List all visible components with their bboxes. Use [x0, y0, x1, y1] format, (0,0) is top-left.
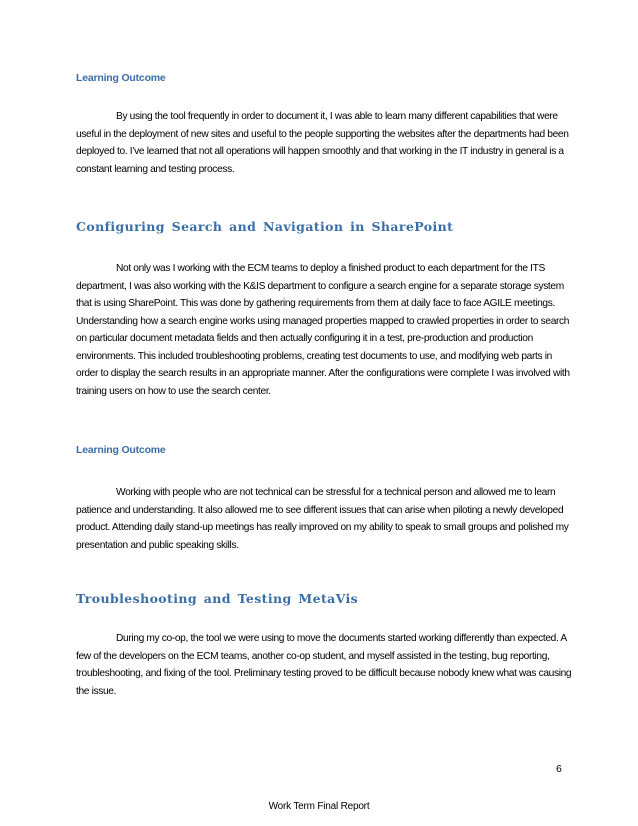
section-paragraph-1 [76, 108, 576, 178]
page-number: 6 [556, 763, 562, 775]
section-paragraph: During my co-op, the tool we were using to move the documents started working differently than expected. A few of the developers on the ECM teams, another co-op student, and myself assisted in the testing, bug reporting, troubleshooting, and fixing of the tool. Preliminary testing proved to be difficult because nobody knew what was causing the issue. [76, 633, 572, 697]
page-footer: Work Term Final Report [268, 801, 370, 812]
section-paragraph-4 [76, 630, 576, 700]
section-paragraph: Not only was I working with the ECM teams to deploy a finished product to each department for the ITS department, I was also working with the K&IS department to configure a search engine for a separate storage system that is using SharePoint. This was done by gathering requirements from them at daily face to face AGILE meetings. Understanding how a search engine works using managed properties mapped to crawled properties in order to search on particular document metadata fields and then actually configuring it in a test, pre-production and production environments. This included troubleshooting problems, creating test documents to use, and modifying web parts in order to display the search results in an appropriate manner. After the configurations were complete I was involved with training users on how to use the search center. [76, 263, 570, 397]
section-paragraph-3 [76, 484, 576, 554]
section-heading: Troubleshooting and Testing MetaVis [76, 591, 359, 606]
section-paragraph-2 [76, 260, 576, 400]
section-learning-outcome-2 [76, 444, 576, 456]
section-troubleshooting [76, 591, 576, 606]
section-paragraph: Working with people who are not technical can be stressful for a technical person and allowed me to learn patience and understanding. It also allowed me to see different issues that can arise when piloting a newly developed product. Attending daily stand-up meetings has really improved on my ability to speak to small groups and polished my presentation and public speaking skills. [76, 487, 569, 551]
section-configuring-search [76, 219, 576, 234]
section-heading: Learning Outcome [76, 72, 166, 84]
section-heading: Configuring Search and Navigation in SharePoint [76, 219, 454, 234]
section-learning-outcome-1 [76, 72, 576, 84]
section-heading: Learning Outcome [76, 444, 166, 456]
section-paragraph: By using the tool frequently in order to document it, I was able to learn many different capabilities that were useful in the deployment of new sites and useful to the people supporting the websites after the departments had been deployed to. I’ve learned that not all operations will happen smoothly and that working in the IT industry in general is a constant learning and testing process. [76, 111, 569, 175]
